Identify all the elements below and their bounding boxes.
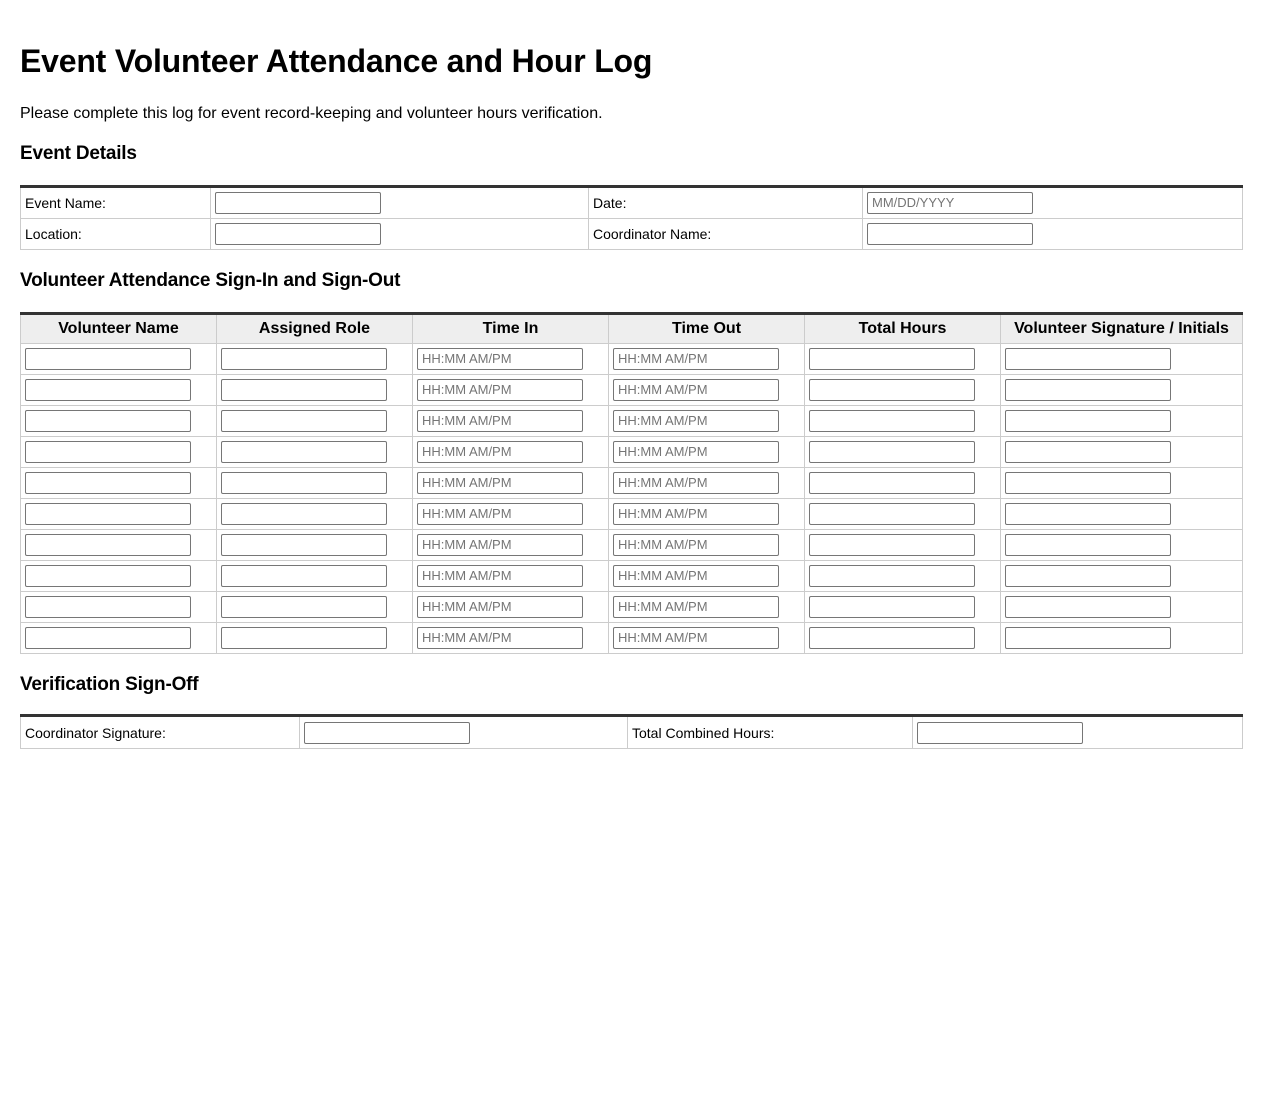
- volunteer-signature-input[interactable]: [1005, 627, 1171, 649]
- volunteer-name-input[interactable]: [25, 565, 191, 587]
- volunteer-signature-input[interactable]: [1005, 441, 1171, 463]
- location-label: Location:: [21, 218, 211, 249]
- table-row: [21, 374, 1243, 405]
- volunteer-name-input[interactable]: [25, 534, 191, 556]
- time-out-input[interactable]: [613, 441, 779, 463]
- assigned-role-input[interactable]: [221, 410, 387, 432]
- assigned-role-input[interactable]: [221, 503, 387, 525]
- date-label: Date:: [589, 186, 863, 218]
- total-hours-input[interactable]: [809, 596, 975, 618]
- column-header-time-in: Time In: [413, 313, 609, 343]
- table-row: [21, 591, 1243, 622]
- coordinator-signature-input[interactable]: [304, 722, 470, 744]
- assigned-role-input[interactable]: [221, 627, 387, 649]
- attendance-heading: Volunteer Attendance Sign-In and Sign-Out: [20, 269, 401, 291]
- time-in-input[interactable]: [417, 534, 583, 556]
- event-details-heading: Event Details: [20, 142, 137, 164]
- volunteer-name-input[interactable]: [25, 596, 191, 618]
- location-input[interactable]: [215, 223, 381, 245]
- table-row: [21, 436, 1243, 467]
- table-row: [21, 405, 1243, 436]
- total-hours-input[interactable]: [809, 379, 975, 401]
- time-out-input[interactable]: [613, 565, 779, 587]
- total-combined-hours-input[interactable]: [917, 722, 1083, 744]
- time-out-input[interactable]: [613, 410, 779, 432]
- total-hours-input[interactable]: [809, 441, 975, 463]
- total-hours-input[interactable]: [809, 627, 975, 649]
- page-title: Event Volunteer Attendance and Hour Log: [20, 43, 653, 79]
- time-out-input[interactable]: [613, 534, 779, 556]
- event-details-table: [20, 185, 1243, 250]
- volunteer-signature-input[interactable]: [1005, 472, 1171, 494]
- total-combined-hours-label: Total Combined Hours:: [628, 716, 913, 749]
- time-in-input[interactable]: [417, 472, 583, 494]
- event-name-input[interactable]: [215, 192, 381, 214]
- time-in-input[interactable]: [417, 503, 583, 525]
- coordinator-name-label: Coordinator Name:: [589, 218, 863, 249]
- table-row: [21, 343, 1243, 374]
- time-in-input[interactable]: [417, 410, 583, 432]
- coordinator-name-input[interactable]: [867, 223, 1033, 245]
- time-in-input[interactable]: [417, 379, 583, 401]
- table-row: [21, 529, 1243, 560]
- time-out-input[interactable]: [613, 472, 779, 494]
- coordinator-signature-label: Coordinator Signature:: [21, 716, 300, 749]
- assigned-role-input[interactable]: [221, 565, 387, 587]
- volunteer-name-input[interactable]: [25, 472, 191, 494]
- total-hours-input[interactable]: [809, 410, 975, 432]
- verification-table: [20, 714, 1243, 749]
- column-header-volunteer-name: Volunteer Name: [21, 313, 217, 343]
- volunteer-name-input[interactable]: [25, 441, 191, 463]
- attendance-body: [21, 343, 1243, 653]
- table-row: [21, 560, 1243, 591]
- column-header-volunteer-signature: Volunteer Signature / Initials: [1001, 313, 1243, 343]
- time-out-input[interactable]: [613, 503, 779, 525]
- volunteer-name-input[interactable]: [25, 503, 191, 525]
- verification-row: [21, 716, 1243, 749]
- total-hours-input[interactable]: [809, 565, 975, 587]
- event-details-row: [21, 186, 1243, 218]
- attendance-header-row: [21, 313, 1243, 343]
- table-row: [21, 498, 1243, 529]
- volunteer-signature-input[interactable]: [1005, 410, 1171, 432]
- total-hours-input[interactable]: [809, 503, 975, 525]
- volunteer-signature-input[interactable]: [1005, 596, 1171, 618]
- event-details-row: [21, 218, 1243, 249]
- volunteer-signature-input[interactable]: [1005, 379, 1171, 401]
- volunteer-signature-input[interactable]: [1005, 503, 1171, 525]
- total-hours-input[interactable]: [809, 472, 975, 494]
- time-in-input[interactable]: [417, 565, 583, 587]
- intro-text: Please complete this log for event record-keeping and volunteer hours verification.: [20, 104, 603, 122]
- time-in-input[interactable]: [417, 596, 583, 618]
- time-out-input[interactable]: [613, 627, 779, 649]
- time-in-input[interactable]: [417, 348, 583, 370]
- column-header-assigned-role: Assigned Role: [217, 313, 413, 343]
- table-row: [21, 467, 1243, 498]
- attendance-table: [20, 312, 1243, 654]
- total-hours-input[interactable]: [809, 534, 975, 556]
- assigned-role-input[interactable]: [221, 534, 387, 556]
- assigned-role-input[interactable]: [221, 379, 387, 401]
- assigned-role-input[interactable]: [221, 596, 387, 618]
- time-in-input[interactable]: [417, 441, 583, 463]
- assigned-role-input[interactable]: [221, 441, 387, 463]
- time-in-input[interactable]: [417, 627, 583, 649]
- time-out-input[interactable]: [613, 348, 779, 370]
- volunteer-name-input[interactable]: [25, 410, 191, 432]
- table-row: [21, 622, 1243, 653]
- date-input[interactable]: [867, 192, 1033, 214]
- volunteer-name-input[interactable]: [25, 627, 191, 649]
- column-header-time-out: Time Out: [609, 313, 805, 343]
- volunteer-signature-input[interactable]: [1005, 534, 1171, 556]
- volunteer-signature-input[interactable]: [1005, 565, 1171, 587]
- volunteer-signature-input[interactable]: [1005, 348, 1171, 370]
- assigned-role-input[interactable]: [221, 348, 387, 370]
- time-out-input[interactable]: [613, 596, 779, 618]
- volunteer-name-input[interactable]: [25, 348, 191, 370]
- total-hours-input[interactable]: [809, 348, 975, 370]
- time-out-input[interactable]: [613, 379, 779, 401]
- column-header-total-hours: Total Hours: [805, 313, 1001, 343]
- event-name-label: Event Name:: [21, 186, 211, 218]
- volunteer-name-input[interactable]: [25, 379, 191, 401]
- verification-heading: Verification Sign-Off: [20, 673, 199, 695]
- assigned-role-input[interactable]: [221, 472, 387, 494]
